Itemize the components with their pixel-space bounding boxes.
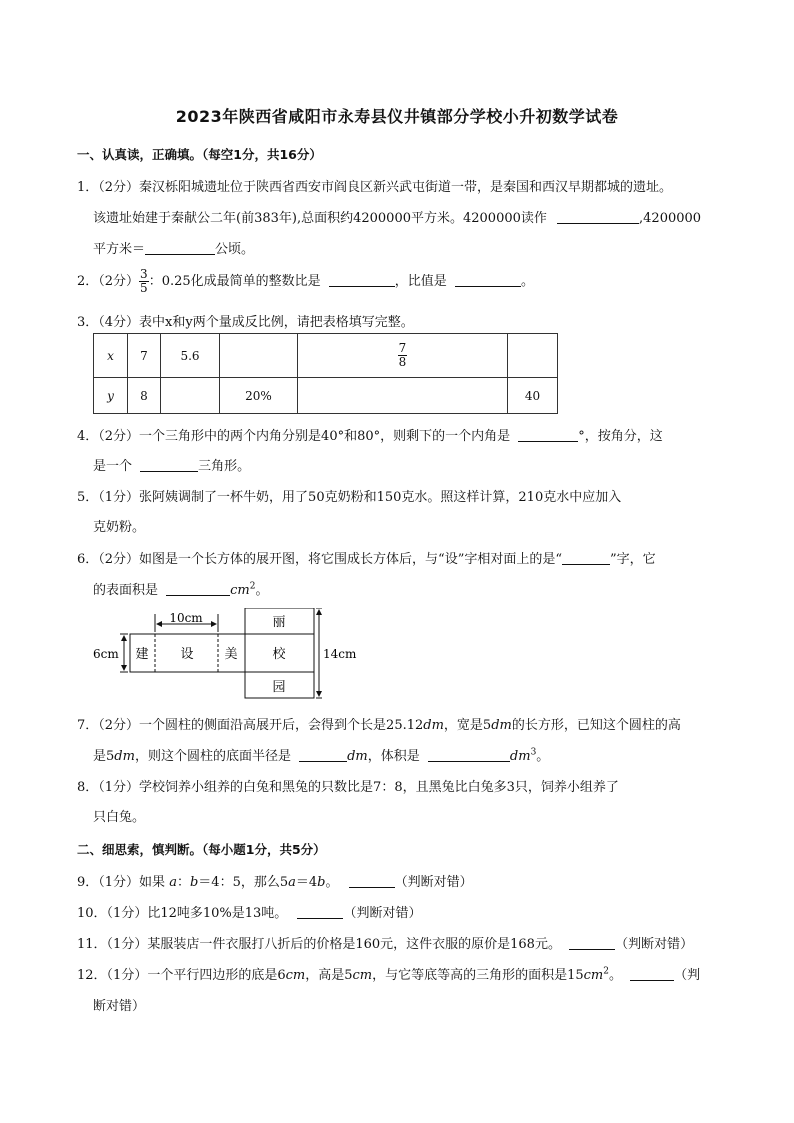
question-1-text: ,4200000 <box>639 211 702 226</box>
answer-blank[interactable] <box>630 966 674 981</box>
question-11-text: 11．（1分）某服装店一件衣服打八折后的价格是160元，这件衣服的原价是168元。 <box>77 937 561 952</box>
unit: dm <box>491 718 512 733</box>
question-2-text: ：0.25化成最简单的整数比是 <box>148 274 321 289</box>
question-4-line-1 <box>77 425 663 444</box>
answer-blank[interactable] <box>145 240 215 255</box>
question-10-text: （判断对错） <box>343 906 422 921</box>
question-3-text: 3．（4分）表中x和y两个量成反比例，请把表格填写完整。 <box>77 315 414 330</box>
question-7-text: 是5 <box>93 749 115 764</box>
fraction <box>139 268 149 295</box>
question-12-text: （判 <box>674 968 701 983</box>
question-7-text: ，体积是 <box>367 749 420 764</box>
question-1-text: 公顷。 <box>215 242 255 257</box>
unit: dm <box>347 749 368 764</box>
question-4-line-2 <box>93 455 250 474</box>
var-b: b <box>189 875 199 890</box>
fraction-numerator: 7 <box>398 341 407 355</box>
table-cell <box>298 334 508 378</box>
question-2 <box>77 268 534 295</box>
var-b: b <box>317 875 326 890</box>
table-cell: 20% <box>220 378 298 414</box>
question-10-text: 10．（1分）比12吨多10%是13吨。 <box>77 906 288 921</box>
question-9-text: 9．（1分）如果 <box>77 875 166 890</box>
face-label: 建 <box>135 647 149 662</box>
question-6-text: 。 <box>255 583 269 598</box>
question-4-text: °，按角分，这 <box>578 429 663 444</box>
question-6-text: 6．（2分）如图是一个长方体的展开图，将它围成长方体后，与“设”字相对面上的是“ <box>77 552 562 567</box>
dim-top-label: 10cm <box>169 611 203 625</box>
page-title: 2023年陕西省咸阳市永寿县仪井镇部分学校小升初数学试卷 <box>175 107 619 126</box>
question-1-line-1: 1．（2分）秦汉栎阳城遗址位于陕西省西安市阎良区新兴武屯街道一带，是秦国和西汉早期都城的遗址。 <box>77 180 673 195</box>
question-7-text: ，宽是5 <box>443 718 492 733</box>
unit: dm <box>509 749 531 764</box>
question-8-line-1: 8．（1分）学校饲养小组养的白兔和黑兔的只数比是7：8，且黑兔比白兔多3只，饲养小组养了 <box>77 780 619 795</box>
answer-blank[interactable] <box>557 209 639 224</box>
unit: cm <box>285 968 306 983</box>
question-2-text: ，比值是 <box>394 274 447 289</box>
section-heading-2: 二、细思索，慎判断。（每小题1分，共5分） <box>77 842 326 857</box>
question-12-text: 。 <box>608 968 622 983</box>
face-label: 丽 <box>272 615 286 630</box>
question-12-line-2: 断对错） <box>93 999 146 1014</box>
var-y: y <box>107 388 114 403</box>
question-5-line-2: 克奶粉。 <box>93 520 146 535</box>
unit: cm <box>583 968 604 983</box>
dim-left-label: 6cm <box>93 647 119 661</box>
answer-blank[interactable] <box>569 935 615 950</box>
question-7-line-1 <box>77 714 681 733</box>
unit: dm <box>114 749 135 764</box>
question-12-text: ，与它等底等高的三角形的面积是15 <box>372 968 584 983</box>
fraction <box>398 342 408 369</box>
question-9-text: 。 <box>325 875 339 890</box>
answer-blank[interactable] <box>428 747 510 762</box>
dim-right-label: 14cm <box>323 647 357 661</box>
question-6-text: 的表面积是 <box>93 583 159 598</box>
question-4-text: 是一个 <box>93 459 133 474</box>
answer-blank[interactable] <box>140 457 198 472</box>
table-cell <box>94 378 128 414</box>
question-2-text: 。 <box>520 274 534 289</box>
question-9 <box>77 871 473 890</box>
answer-blank[interactable] <box>518 427 578 442</box>
answer-blank[interactable] <box>455 272 521 287</box>
question-11 <box>77 933 693 952</box>
question-9-text: ： <box>176 875 190 890</box>
question-1-text: 该遗址始建于秦献公二年(前383年),总面积约4200000平方米。4200000读作 <box>93 211 547 226</box>
question-9-text: ＝4 <box>295 875 318 890</box>
question-1-text: 平方米＝ <box>93 242 146 257</box>
table-cell: 8 <box>128 378 161 414</box>
question-7-line-2 <box>93 745 549 764</box>
answer-blank[interactable] <box>297 904 343 919</box>
table-cell <box>94 334 128 378</box>
question-9-text: ＝4：5，那么5 <box>198 875 289 890</box>
face-label: 园 <box>272 680 286 695</box>
fraction-denominator: 8 <box>398 355 407 369</box>
question-10 <box>77 902 421 921</box>
question-6-line-1 <box>77 548 656 567</box>
question-6-text: ”字，它 <box>609 552 656 567</box>
table-cell[interactable] <box>508 334 558 378</box>
unit: dm <box>423 718 444 733</box>
face-label: 设 <box>180 647 194 662</box>
table-cell[interactable] <box>298 378 508 414</box>
answer-blank[interactable] <box>349 873 395 888</box>
question-7-text: 7．（2分）一个圆柱的侧面沿高展开后，会得到个长是25.12 <box>77 718 424 733</box>
table-cell[interactable] <box>220 334 298 378</box>
var-x: x <box>107 348 114 363</box>
exponent: 3 <box>530 747 537 758</box>
var-a: a <box>288 875 296 890</box>
question-7-text: 。 <box>536 749 550 764</box>
ratio-table <box>93 333 558 414</box>
question-1-line-2 <box>93 207 701 226</box>
answer-blank[interactable] <box>329 272 395 287</box>
question-4-text: 4．（2分）一个三角形中的两个内角分别是40°和80°，则剩下的一个内角是 <box>77 429 511 444</box>
question-9-text: （判断对错） <box>394 875 473 890</box>
question-6-line-2 <box>93 579 269 598</box>
face-label: 美 <box>224 647 238 662</box>
unit: cm <box>352 968 373 983</box>
section-heading-1: 一、认真读，正确填。（每空1分，共16分） <box>77 147 322 162</box>
question-7-text: 的长方形，已知这个圆柱的高 <box>511 718 681 733</box>
question-12-line-1 <box>77 964 700 983</box>
fraction-denominator: 5 <box>140 281 148 295</box>
fraction-numerator: 3 <box>140 267 148 281</box>
var-a: a <box>169 875 177 890</box>
answer-blank[interactable] <box>562 550 610 565</box>
question-8-line-2: 只白兔。 <box>93 810 146 825</box>
unit: cm <box>230 583 250 598</box>
answer-blank[interactable] <box>166 581 230 596</box>
question-11-text: （判断对错） <box>615 937 694 952</box>
question-5-line-1: 5．（1分）张阿姨调制了一杯牛奶，用了50克奶粉和150克水。照这样计算，210克水中应加入 <box>77 490 622 505</box>
table-cell[interactable] <box>161 378 220 414</box>
table-cell: 5.6 <box>161 334 220 378</box>
box-net-figure <box>90 608 370 704</box>
table-cell: 7 <box>128 334 161 378</box>
question-12-text: ，高是5 <box>305 968 353 983</box>
answer-blank[interactable] <box>299 747 347 762</box>
exponent: 2 <box>249 581 256 592</box>
question-2-label: 2．（2分） <box>77 274 140 289</box>
question-12-text: 12．（1分）一个平行四边形的底是6 <box>77 968 286 983</box>
face-label: 校 <box>272 647 286 662</box>
question-7-text: ，则这个圆柱的底面半径是 <box>134 749 291 764</box>
exponent: 2 <box>603 966 609 977</box>
question-4-text: 三角形。 <box>198 459 251 474</box>
table-cell: 40 <box>508 378 558 414</box>
question-1-line-3 <box>93 238 254 257</box>
